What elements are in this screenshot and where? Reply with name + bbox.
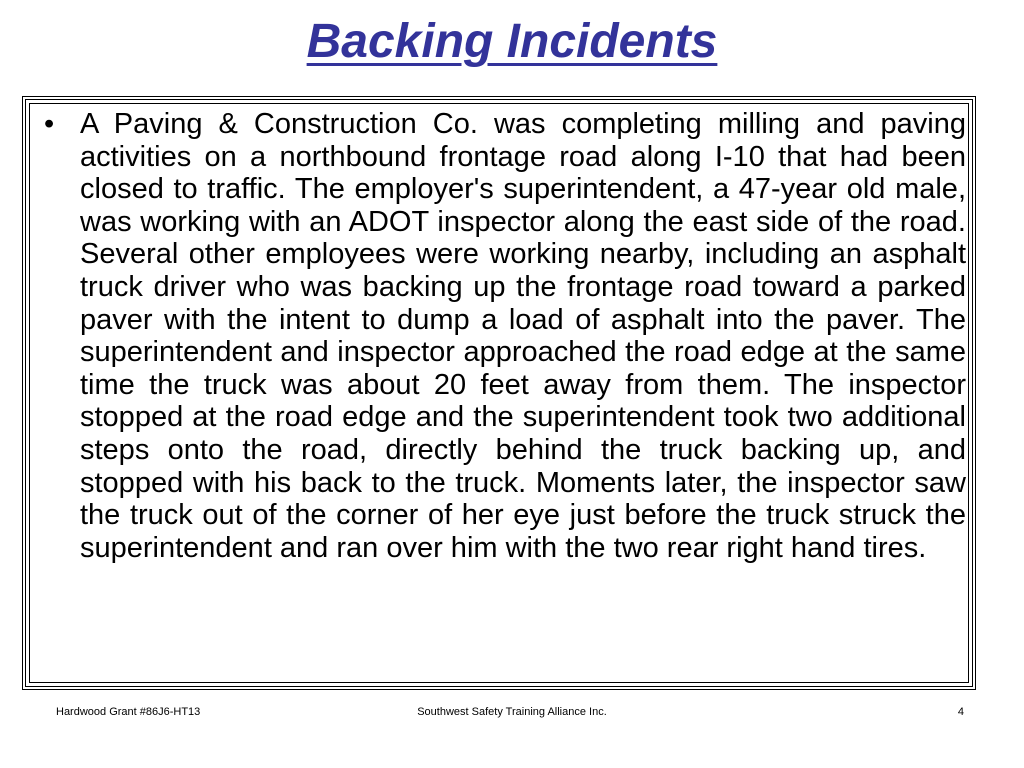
bullet-item [36,108,966,564]
bullet-text: A Paving & Construction Co. was completing milling and paving activities on a northbound frontage road along I-10 that had been closed to traffic. The employer's superintendent, a 47-year old male, was working with an ADOT inspector along the east side of the road. Several other employees were working nearby, including an asphalt truck driver who was backing up the frontage road toward a parked paver with the intent to dump a load of asphalt into the paver. The superintendent and inspector approached the road edge at the same time the truck was about 20 feet away from them. The inspector stopped at the road edge and the superintendent took two additional steps onto the road, directly behind the truck backing up, and stopped with his back to the truck. Moments later, the inspector saw the truck out of the corner of her eye just before the truck struck the superintendent and ran over him with the two rear right hand tires. [80,108,966,564]
content-box [22,96,976,690]
footer-organization-text: Southwest Safety Training Alliance Inc. [417,706,607,718]
bullet-marker: • [44,108,55,140]
footer-grant-text: Hardwood Grant #86J6-HT13 [56,706,201,718]
footer-page-number: 4 [957,706,964,718]
slide-title: Backing Incidents [306,15,718,68]
